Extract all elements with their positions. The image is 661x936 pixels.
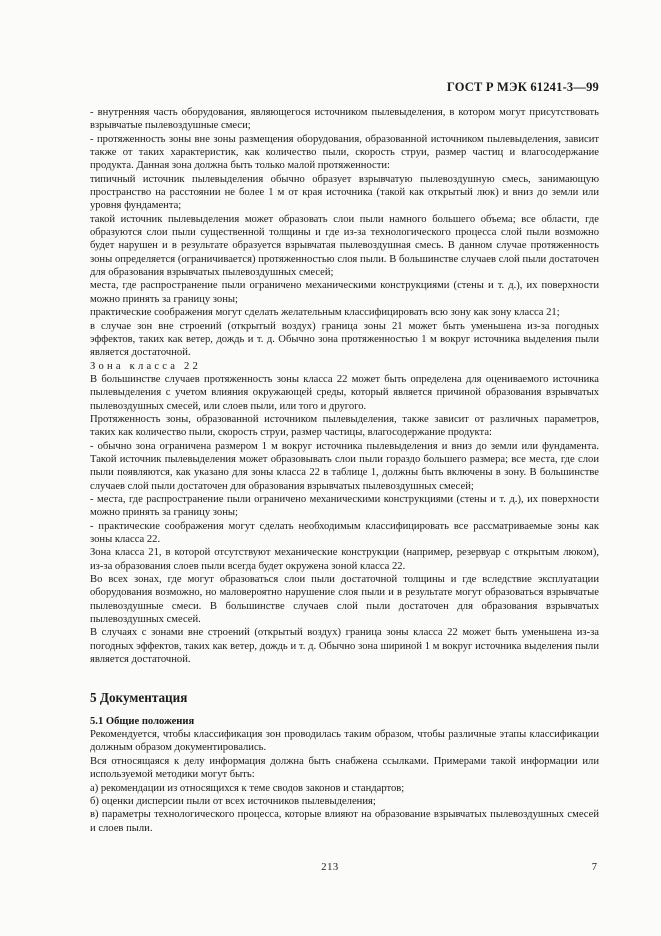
paragraph: типичный источник пылевыделения обычно образует взрывчатую пылевоздушную смесь, занимающую пространство на расстоянии не более 1 м от края источника (такой как открытый люк) и вниз до земли или уровня фундамента; [90,173,599,212]
paragraph: - протяженность зоны вне зоны размещения оборудования, образованной источником пылевыделения, зависит также от таких характеристик, как количество пыли, скорость струи, размер частиц и влагосодержание продукта. Данная зона должна быть только малой протяженности: [90,133,599,172]
page-number: 7 [591,862,597,873]
paragraph: в случае зон вне строений (открытый воздух) граница зоны 21 может быть уменьшена из-за погодных эффектов, таких как ветер, дождь и т. д. Обычно зона протяженностью 1 м вокруг источника выделения пыли является достаточной. [90,320,599,359]
paragraph: места, где распространение пыли ограничено механическими конструкциями (стены и т. д.), их поверхности можно принять за границу зоны; [90,280,599,305]
paragraph: - обычно зона ограничена размером 1 м вокруг источника пылевыделения и вниз до земли или фундамента. Такой источник пылевыделения может образовывать слои пыли гораздо большего размера; все места, где слои пыли появляются, как указано для зоны класса 22 в таблице 1, должны быть включены в зону. В большинстве случаев слой пыли достаточен для образования взрывчатых пылевоздушных смесей; [90,440,599,492]
document-body [90,106,599,835]
paragraph: Во всех зонах, где могут образоваться слои пыли достаточной толщины и где вследствие эксплуатации оборудования возможно, но маловероятно нарушение слоя пыли и в результате могут образоваться взрывчатые пылевоздушные смеси. В большинстве случаев слой пыли достаточен для образования взрывчатых пылевоздушных смесей. [90,574,599,626]
paragraph: такой источник пылевыделения может образовать слои пыли намного большего объема; все области, где образуются слои пыли существенной толщины и где из-за технологического процесса слой пыли возможно будет нарушен и в результате образуется взрывчатая пылевоздушная смесь. В данном случае протяженность зоны определяется (ограничивается) протяженностью слоя пыли. В большинстве случаев слой пыли достаточен для образования взрывчатых пылевоздушных смесей; [90,213,599,279]
subsection-heading: 5.1 Общие положения [90,715,195,727]
paragraph: Вся относящаяся к делу информация должна быть снабжена ссылками. Примерами такой информации или используемой методики могут быть: [90,755,599,781]
paragraph: Рекомендуется, чтобы классификация зон проводилась таким образом, чтобы различные этапы классификации должным образом документировались. [90,729,599,754]
document-header: ГОСТ Р МЭК 61241-3—99 [446,80,599,94]
list-item: б) оценки дисперсии пыли от всех источников пылевыделения; [90,795,376,807]
paragraph: Зона класса 21, в которой отсутствуют механические конструкции (например, резервуар с открытым люком), из-за образования слоев пыли всегда будет окружена зоной класса 22. [90,547,599,572]
footer-center-number: 213 [321,862,339,873]
list-item: а) рекомендации из относящихся к теме сводов законов и стандартов; [90,782,405,794]
paragraph: В большинстве случаев протяженность зоны класса 22 может быть определена для оцениваемого источника пылевыделения с учетом влияния окружающей среды, который является причиной образования взрывчатых пылевоздушных смесей, или слоев пыли, или того и другого. [90,373,599,412]
paragraph: В случаях с зонами вне строений (открытый воздух) граница зоны класса 22 может быть уменьшена из-за погодных эффектов, таких как ветер, дождь и т. д. Обычно зона шириной 1 м вокруг источника выделения пыли является достаточной. [90,627,599,666]
list-item: в) параметры технологического процесса, которые влияют на образование взрывчатых пылевоздушных смесей и слоев пыли. [90,809,599,834]
zone22-subheading: Зона класса 22 [90,360,202,372]
section-heading: 5 Документация [90,690,188,706]
paragraph: - внутренняя часть оборудования, являющегося источником пылевыделения, в котором могут присутствовать взрывчатые пылевоздушные смеси; [90,107,599,132]
paragraph: Протяженность зоны, образованной источником пылевыделения, также зависит от различных параметров, таких как количество пыли, скорость струи, размер частицы, влагосодержание продукта: [90,413,599,439]
paragraph: - места, где распространение пыли ограничено механическими конструкциями (стены и т. д.), их поверхности можно принять за границу зоны; [90,493,599,519]
paragraph: - практические соображения могут сделать необходимым классифицировать все рассматриваемые зоны как зоны класса 22. [90,520,599,545]
paragraph: практические соображения могут сделать желательным классифицировать всю зону как зону класса 21; [90,307,560,319]
